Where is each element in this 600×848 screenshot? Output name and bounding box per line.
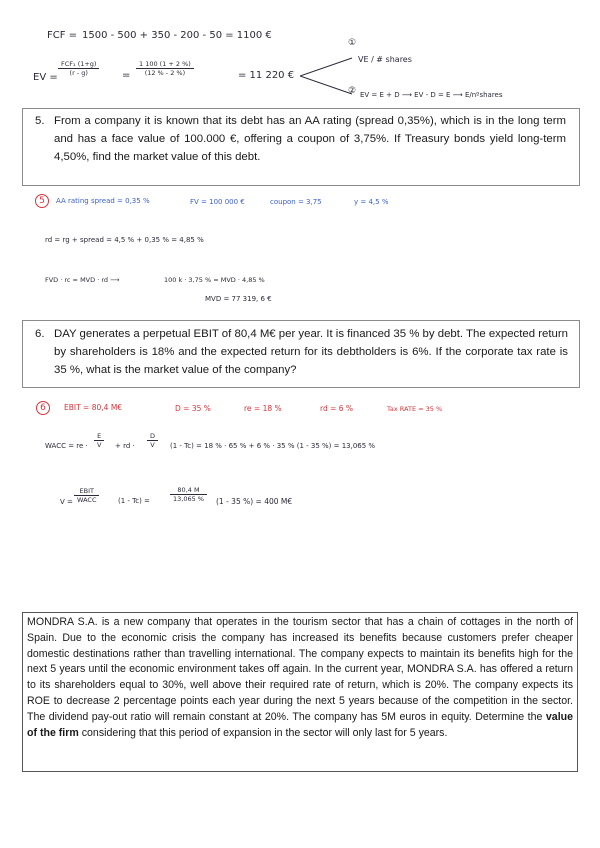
fcf-label: FCF =	[47, 30, 78, 41]
mondra-problem-box	[22, 612, 578, 772]
debt-ratio: D = 35 %	[175, 404, 211, 413]
value-fraction-1: EBIT WACC	[74, 487, 99, 504]
tax-rate: Tax RATE = 35 %	[387, 405, 443, 413]
wacc-calculation: (1 - Tc) = 18 % · 65 % + 6 % · 35 % (1 - 35 %) = 13,065 %	[170, 442, 376, 450]
treasury-yield: y = 4,5 %	[354, 198, 389, 206]
question-6-number: 6.	[35, 328, 45, 340]
option-1-text: VE / # shares	[358, 55, 412, 64]
equity-return: re = 18 %	[244, 404, 282, 413]
wacc-plus: + rd ·	[115, 442, 135, 450]
ebit-value: EBIT = 80,4 M€	[64, 403, 123, 412]
solution-6-marker: 6	[36, 401, 50, 415]
option-2-marker: ②	[348, 86, 357, 96]
question-5-text: From a company it is known that its debt has an AA rating (spread 0,35%), which is in the long term and has a face value of 100.000 €, offering a coupon of 3,75%. If Treasury bonds yield long-term 4,50%, find the market value of this debt.	[54, 115, 566, 163]
question-6-text: DAY generates a perpetual EBIT of 80,4 M€ per year. It is financed 35 % by debt. The expected return by shareholders is 18% and the expected return for its debtholders is 6%. If the corporate tax rate is 35 %, what is the market value of the company?	[54, 328, 568, 376]
face-value: FV = 100 000 €	[190, 198, 245, 206]
bond-calculation: 100 k · 3,75 % = MVD · 4,85 %	[164, 276, 265, 284]
ev-result: = 11 220 €	[238, 70, 295, 81]
value-tax-term: (1 - Tc) =	[118, 497, 150, 505]
mondra-text: MONDRA S.A. is a new company that operates in the tourism sector that has a chain of cottages in the north of Spain. Due to the economic crisis the company has increased its benefits because customers prefer cheaper domestic destinations rather than travelling international. The company expects to maintain its benefits high for the next 5 years until the economic environment takes off again. In the current year, MONDRA S.A. has offered a return to its shareholders equal to 30%, well above their required rate of return, which is 20%. The company expects its ROE to decrease 2 percentage points each year during the next 5 years because of the competition in the sector. The dividend pay-out ratio will remain constant at 20%. The company has 5M euros in equity. Determine the	[27, 616, 573, 723]
coupon: coupon = 3,75	[270, 198, 322, 206]
value-label: V =	[60, 498, 73, 506]
wacc-fraction-d: D V	[147, 432, 158, 449]
ev-fraction-1: FCF₁ (1+g) (r - g)	[58, 60, 99, 77]
fcf-terms: 1500 - 500 + 350 - 200 - 50 = 1100 €	[82, 30, 272, 41]
fvd-equation: FVD · rc = MVD · rd ⟶	[45, 276, 120, 284]
equals-sign: =	[122, 70, 131, 81]
ev-fraction-2: 1 100 (1 + 2 %) (12 % - 2 %)	[136, 60, 194, 77]
aa-rating-spread: AA rating spread = 0,35 %	[56, 197, 150, 205]
debt-return: rd = 6 %	[320, 404, 354, 413]
solution-5-marker: 5	[35, 194, 49, 208]
question-6-box	[22, 320, 580, 388]
mondra-text-end: considering that this period of expansion in the sector will only last for 5 years.	[78, 726, 448, 739]
option-1-marker: ①	[348, 38, 357, 48]
ev-label: EV =	[33, 72, 58, 83]
value-fraction-2: 80,4 M 13,065 %	[170, 486, 207, 503]
question-5-number: 5.	[35, 115, 45, 127]
option-2-text: EV = E + D ⟶ EV - D = E ⟶ E/nºshares	[360, 91, 503, 99]
mondra-bold-text: value of the firm	[27, 710, 573, 739]
rd-calculation: rd = rg + spread = 4,5 % + 0,35 % = 4,85 %	[45, 236, 204, 244]
wacc-label: WACC = re ·	[45, 442, 88, 450]
value-result: (1 - 35 %) = 400 M€	[216, 497, 293, 506]
mvd-result: MVD = 77 319, 6 €	[205, 295, 272, 303]
question-5-box	[22, 108, 580, 186]
wacc-fraction-e: E V	[94, 432, 104, 449]
